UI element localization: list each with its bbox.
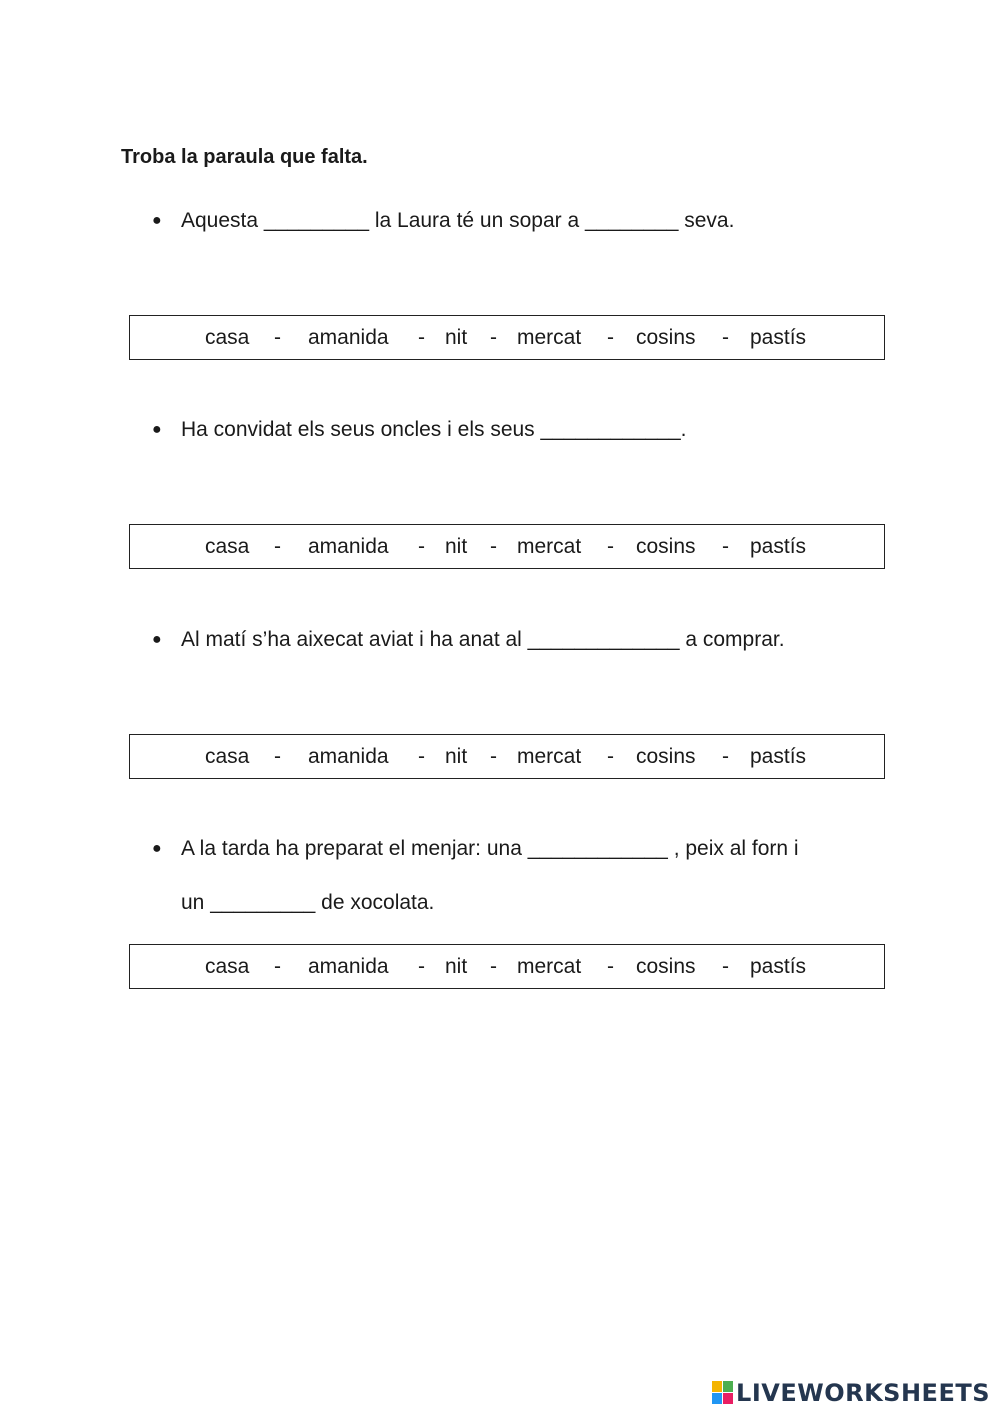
sentence-3	[152, 613, 912, 667]
word-option[interactable]: amanida	[308, 745, 389, 768]
word-option[interactable]: nit	[445, 955, 468, 978]
sentence-line: Ha convidat els seus oncles i els seus ____________.	[181, 418, 687, 441]
sentence-4	[152, 822, 912, 930]
logo-square-1	[712, 1381, 722, 1392]
word-option[interactable]: mercat	[517, 955, 582, 978]
logo-square-4	[723, 1393, 733, 1404]
word-option[interactable]: amanida	[308, 326, 389, 349]
word-bank-1	[129, 315, 885, 360]
word-separator: -	[418, 535, 425, 558]
word-option[interactable]: pastís	[750, 535, 807, 558]
sentence-1	[152, 194, 912, 248]
sentence-line: A la tarda ha preparat el menjar: una ____________ , peix al forn i	[181, 837, 799, 860]
worksheet-title: Troba la paraula que falta.	[121, 146, 368, 168]
word-separator: -	[490, 326, 497, 349]
word-separator: -	[607, 955, 614, 978]
word-bank-2	[129, 524, 885, 569]
word-option[interactable]: mercat	[517, 745, 582, 768]
word-option[interactable]: mercat	[517, 535, 582, 558]
word-separator: -	[490, 745, 497, 768]
word-separator: -	[418, 955, 425, 978]
bullet-icon: ●	[152, 840, 162, 857]
word-separator: -	[607, 535, 614, 558]
word-option[interactable]: casa	[205, 745, 250, 768]
sentence-2	[152, 403, 912, 457]
bullet-icon: ●	[152, 212, 162, 229]
word-separator: -	[722, 535, 729, 558]
word-separator: -	[490, 955, 497, 978]
word-option[interactable]: cosins	[636, 955, 696, 978]
word-option[interactable]: nit	[445, 535, 468, 558]
word-bank-3	[129, 734, 885, 779]
word-option[interactable]: casa	[205, 326, 250, 349]
word-option[interactable]: cosins	[636, 535, 696, 558]
logo-mark-icon	[712, 1381, 734, 1405]
word-separator: -	[490, 535, 497, 558]
sentence-line: Al matí s’ha aixecat aviat i ha anat al _____________ a comprar.	[181, 628, 785, 651]
liveworksheets-logo[interactable]	[712, 1378, 990, 1408]
word-option[interactable]: mercat	[517, 326, 582, 349]
word-option[interactable]: amanida	[308, 955, 389, 978]
bullet-icon: ●	[152, 421, 162, 438]
word-separator: -	[607, 745, 614, 768]
word-separator: -	[418, 745, 425, 768]
word-separator: -	[274, 326, 281, 349]
word-option[interactable]: pastís	[750, 955, 807, 978]
word-separator: -	[274, 745, 281, 768]
word-option[interactable]: pastís	[750, 326, 807, 349]
word-option[interactable]: cosins	[636, 326, 696, 349]
word-separator: -	[722, 326, 729, 349]
logo-square-3	[712, 1393, 722, 1404]
sentence-line: Aquesta _________ la Laura té un sopar a ________ seva.	[181, 209, 735, 232]
logo-text: LIVEWORKSHEETS	[736, 1379, 990, 1407]
word-option[interactable]: casa	[205, 535, 250, 558]
word-option[interactable]: pastís	[750, 745, 807, 768]
word-option[interactable]: nit	[445, 745, 468, 768]
word-option[interactable]: nit	[445, 326, 468, 349]
word-option[interactable]: casa	[205, 955, 250, 978]
word-separator: -	[274, 955, 281, 978]
word-separator: -	[418, 326, 425, 349]
bullet-icon: ●	[152, 631, 162, 648]
word-option[interactable]: amanida	[308, 535, 389, 558]
word-bank-4	[129, 944, 885, 989]
word-separator: -	[607, 326, 614, 349]
word-separator: -	[274, 535, 281, 558]
word-option[interactable]: cosins	[636, 745, 696, 768]
word-separator: -	[722, 745, 729, 768]
word-separator: -	[722, 955, 729, 978]
sentence-line: un _________ de xocolata.	[181, 891, 435, 914]
logo-square-2	[723, 1381, 733, 1392]
